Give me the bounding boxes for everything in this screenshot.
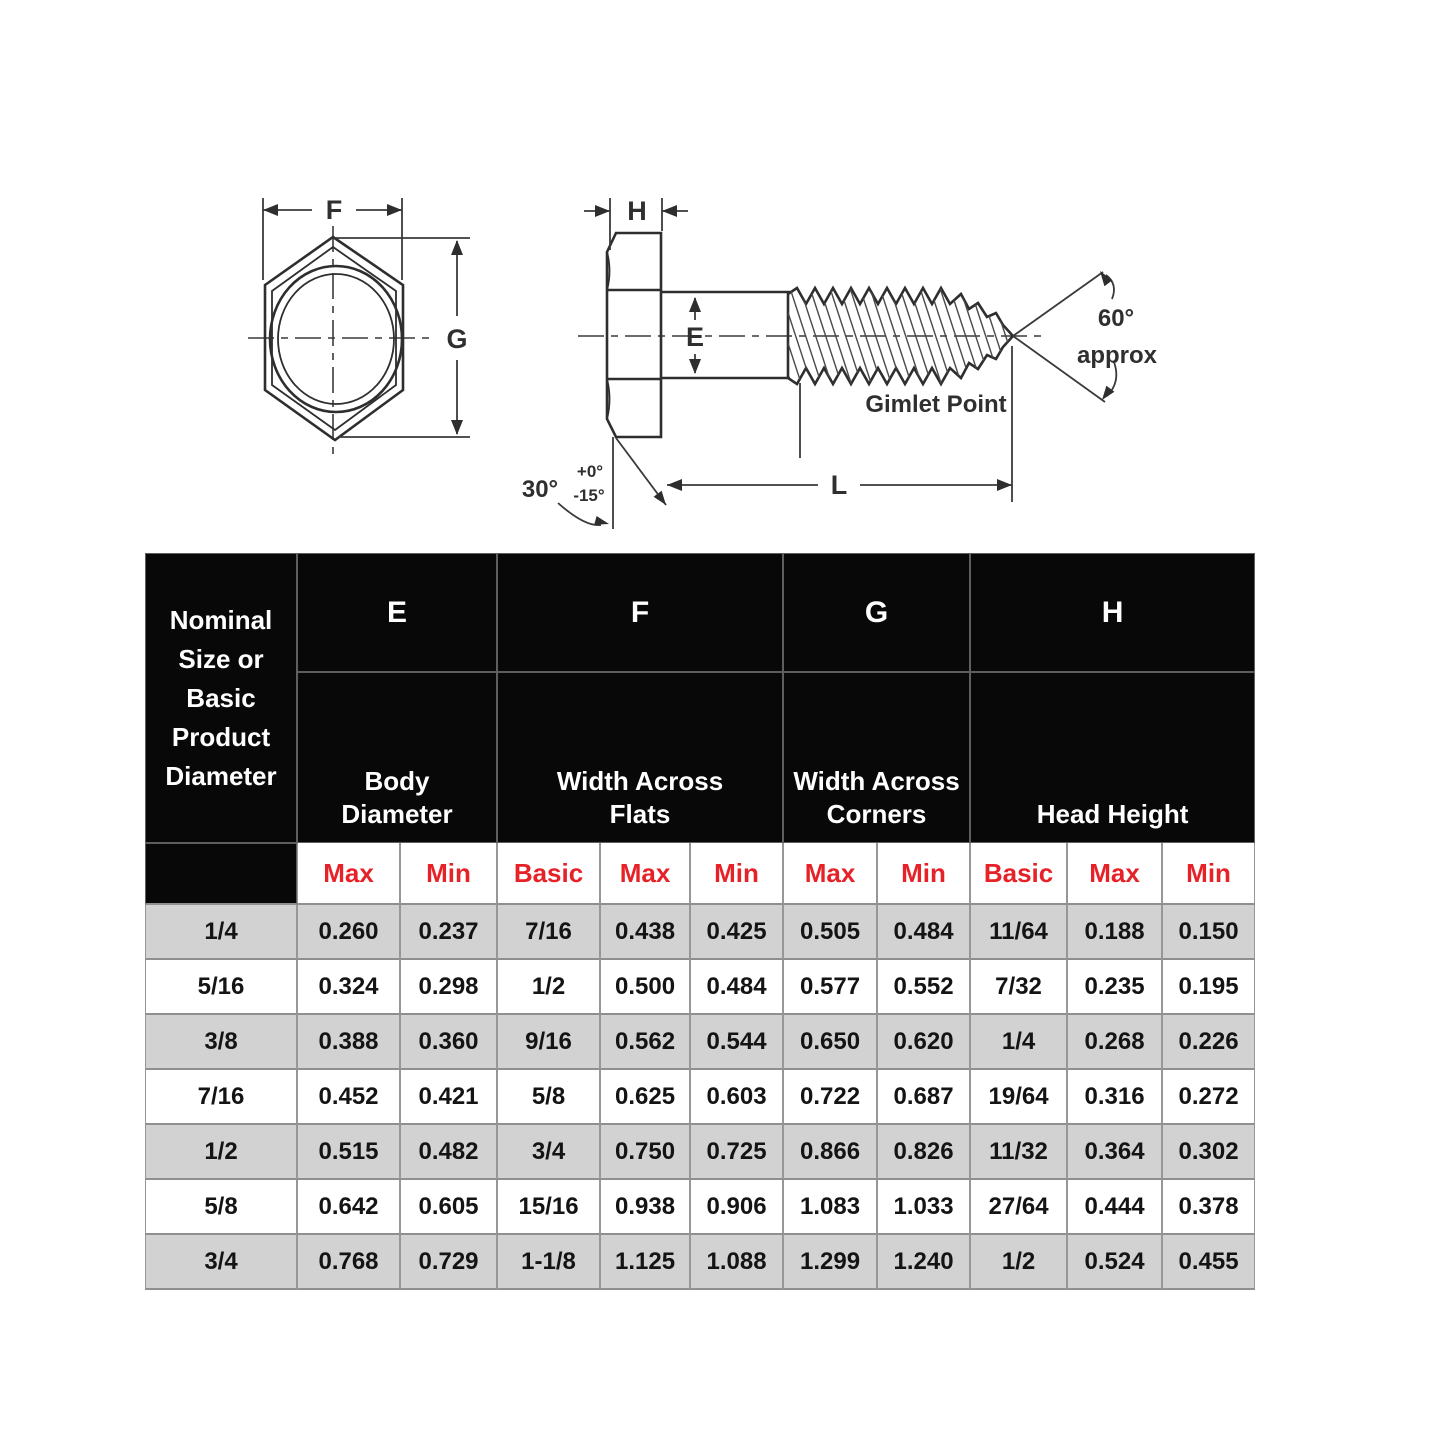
value-cell: 0.378: [1162, 1180, 1255, 1235]
value-cell: 1.299: [783, 1235, 877, 1290]
label-gimlet-point: Gimlet Point: [865, 391, 1007, 418]
table-row: [145, 1015, 1255, 1070]
head-profile: [607, 233, 661, 437]
value-cell: 0.235: [1067, 960, 1162, 1015]
col-group-name-body-diameter: Body Diameter: [297, 672, 497, 843]
value-cell: 0.552: [877, 960, 970, 1015]
value-cell: 0.524: [1067, 1235, 1162, 1290]
dim-label-g: G: [446, 324, 468, 354]
row-size-cell: 1/4: [145, 905, 297, 960]
col-group-letter-h: H: [970, 553, 1255, 672]
value-cell: 0.484: [877, 905, 970, 960]
value-cell: 0.620: [877, 1015, 970, 1070]
value-cell: 0.625: [600, 1070, 690, 1125]
angle30-leader-arrow: [594, 516, 609, 525]
label-approx: approx: [1076, 342, 1158, 369]
f-arrow-left: [263, 204, 278, 216]
value-cell: 1/2: [497, 960, 600, 1015]
col-group-name-head-height: Head Height: [970, 672, 1255, 843]
subheader-h-max: Max: [1067, 843, 1162, 905]
value-cell: 0.444: [1067, 1180, 1162, 1235]
value-cell: 0.455: [1162, 1235, 1255, 1290]
value-cell: 7/16: [497, 905, 600, 960]
value-cell: 3/4: [497, 1125, 600, 1180]
value-cell: 0.452: [297, 1070, 400, 1125]
screw-side-view: [522, 196, 1158, 529]
value-cell: 0.421: [400, 1070, 497, 1125]
chamfer-arrow: [654, 491, 666, 505]
h-arrow-right: [662, 205, 677, 217]
value-cell: 0.438: [600, 905, 690, 960]
value-cell: 0.938: [600, 1180, 690, 1235]
col-group-name-width-across-flats: Width Across Flats: [497, 672, 783, 843]
value-cell: 0.226: [1162, 1015, 1255, 1070]
value-cell: 0.316: [1067, 1070, 1162, 1125]
value-cell: 0.866: [783, 1125, 877, 1180]
value-cell: 0.768: [297, 1235, 400, 1290]
row-size-cell: 1/2: [145, 1125, 297, 1180]
value-cell: 19/64: [970, 1070, 1067, 1125]
value-cell: 1.125: [600, 1235, 690, 1290]
subheader-g-min: Min: [877, 843, 970, 905]
value-cell: 0.750: [600, 1125, 690, 1180]
dim-label-h: H: [627, 196, 647, 226]
e-arrow-down: [689, 359, 701, 374]
value-cell: 1/4: [970, 1015, 1067, 1070]
value-cell: 0.482: [400, 1125, 497, 1180]
value-cell: 0.302: [1162, 1125, 1255, 1180]
row-size-cell: 5/16: [145, 960, 297, 1015]
value-cell: 27/64: [970, 1180, 1067, 1235]
subheader-f-min: Min: [690, 843, 783, 905]
nominal-size-label: Nominal Size or Basic Product Diameter: [165, 604, 277, 791]
subheader-g-max: Max: [783, 843, 877, 905]
value-cell: 0.360: [400, 1015, 497, 1070]
value-cell: 0.650: [783, 1015, 877, 1070]
value-cell: 0.562: [600, 1015, 690, 1070]
point-angle-line-upper: [1013, 272, 1103, 336]
subheader-f-max: Max: [600, 843, 690, 905]
f-arrow-right: [387, 204, 402, 216]
dim-label-e: E: [685, 322, 705, 352]
table-row: [145, 1235, 1255, 1290]
value-cell: 0.484: [690, 960, 783, 1015]
head-circle-inner: [278, 274, 394, 404]
value-cell: 0.298: [400, 960, 497, 1015]
label-tolerance-minus: -15°: [573, 486, 605, 505]
value-cell: 11/64: [970, 905, 1067, 960]
angle30-leader: [558, 503, 601, 525]
value-cell: 0.237: [400, 905, 497, 960]
spec-table-body: [145, 905, 1255, 1290]
row-size-cell: 7/16: [145, 1070, 297, 1125]
label-30deg: 30°: [521, 476, 559, 503]
spec-table-container: [145, 553, 1255, 1290]
value-cell: 0.364: [1067, 1125, 1162, 1180]
col-group-letter-e: E: [297, 553, 497, 672]
value-cell: 15/16: [497, 1180, 600, 1235]
value-cell: 0.150: [1162, 905, 1255, 960]
g-arrow-up: [451, 240, 463, 255]
col-header-nominal-size: [145, 553, 297, 843]
label-60deg: 60°: [1097, 305, 1135, 332]
value-cell: 0.826: [877, 1125, 970, 1180]
table-row: [145, 1125, 1255, 1180]
value-cell: 1.240: [877, 1235, 970, 1290]
row-size-cell: 3/4: [145, 1235, 297, 1290]
head-circle-outer: [270, 266, 402, 412]
value-cell: 0.725: [690, 1125, 783, 1180]
l-arrow-left: [667, 479, 682, 491]
value-cell: 0.687: [877, 1070, 970, 1125]
value-cell: 0.324: [297, 960, 400, 1015]
value-cell: 0.195: [1162, 960, 1255, 1015]
value-cell: 0.577: [783, 960, 877, 1015]
subheader-e-max: Max: [297, 843, 400, 905]
subheader-blank-cell: [145, 843, 297, 905]
value-cell: 1.033: [877, 1180, 970, 1235]
value-cell: 0.188: [1067, 905, 1162, 960]
value-cell: 1.088: [690, 1235, 783, 1290]
row-size-cell: 3/8: [145, 1015, 297, 1070]
g-arrow-down: [451, 420, 463, 435]
value-cell: 0.906: [690, 1180, 783, 1235]
value-cell: 5/8: [497, 1070, 600, 1125]
table-row: [145, 905, 1255, 960]
dim-label-f: F: [325, 195, 343, 225]
value-cell: 9/16: [497, 1015, 600, 1070]
table-row: [145, 960, 1255, 1015]
subheader-e-min: Min: [400, 843, 497, 905]
value-cell: 0.642: [297, 1180, 400, 1235]
col-group-letter-g: G: [783, 553, 970, 672]
row-size-cell: 5/8: [145, 1180, 297, 1235]
value-cell: 0.272: [1162, 1070, 1255, 1125]
h-arrow-left: [595, 205, 610, 217]
value-cell: 0.544: [690, 1015, 783, 1070]
subheader-f-basic: Basic: [497, 843, 600, 905]
label-tolerance-plus: +0°: [576, 462, 604, 481]
value-cell: 0.729: [400, 1235, 497, 1290]
table-row: [145, 1180, 1255, 1235]
value-cell: 0.268: [1067, 1015, 1162, 1070]
hex-head-front-view: [248, 195, 470, 456]
subheader-h-basic: Basic: [970, 843, 1067, 905]
value-cell: 11/32: [970, 1125, 1067, 1180]
value-cell: 1-1/8: [497, 1235, 600, 1290]
dim-label-l: L: [830, 470, 848, 500]
value-cell: 0.425: [690, 905, 783, 960]
value-cell: 1/2: [970, 1235, 1067, 1290]
technical-drawing: [0, 0, 1445, 553]
value-cell: 7/32: [970, 960, 1067, 1015]
value-cell: 0.603: [690, 1070, 783, 1125]
l-arrow-right: [997, 479, 1012, 491]
table-row: [145, 1070, 1255, 1125]
value-cell: 0.500: [600, 960, 690, 1015]
value-cell: 0.388: [297, 1015, 400, 1070]
value-cell: 0.722: [783, 1070, 877, 1125]
subheader-h-min: Min: [1162, 843, 1255, 905]
value-cell: 1.083: [783, 1180, 877, 1235]
value-cell: 0.260: [297, 905, 400, 960]
e-arrow-up: [689, 297, 701, 312]
spec-table: [145, 553, 1255, 1290]
value-cell: 0.505: [783, 905, 877, 960]
col-group-letter-f: F: [497, 553, 783, 672]
value-cell: 0.605: [400, 1180, 497, 1235]
col-group-name-width-across-corners: Width Across Corners: [783, 672, 970, 843]
value-cell: 0.515: [297, 1125, 400, 1180]
